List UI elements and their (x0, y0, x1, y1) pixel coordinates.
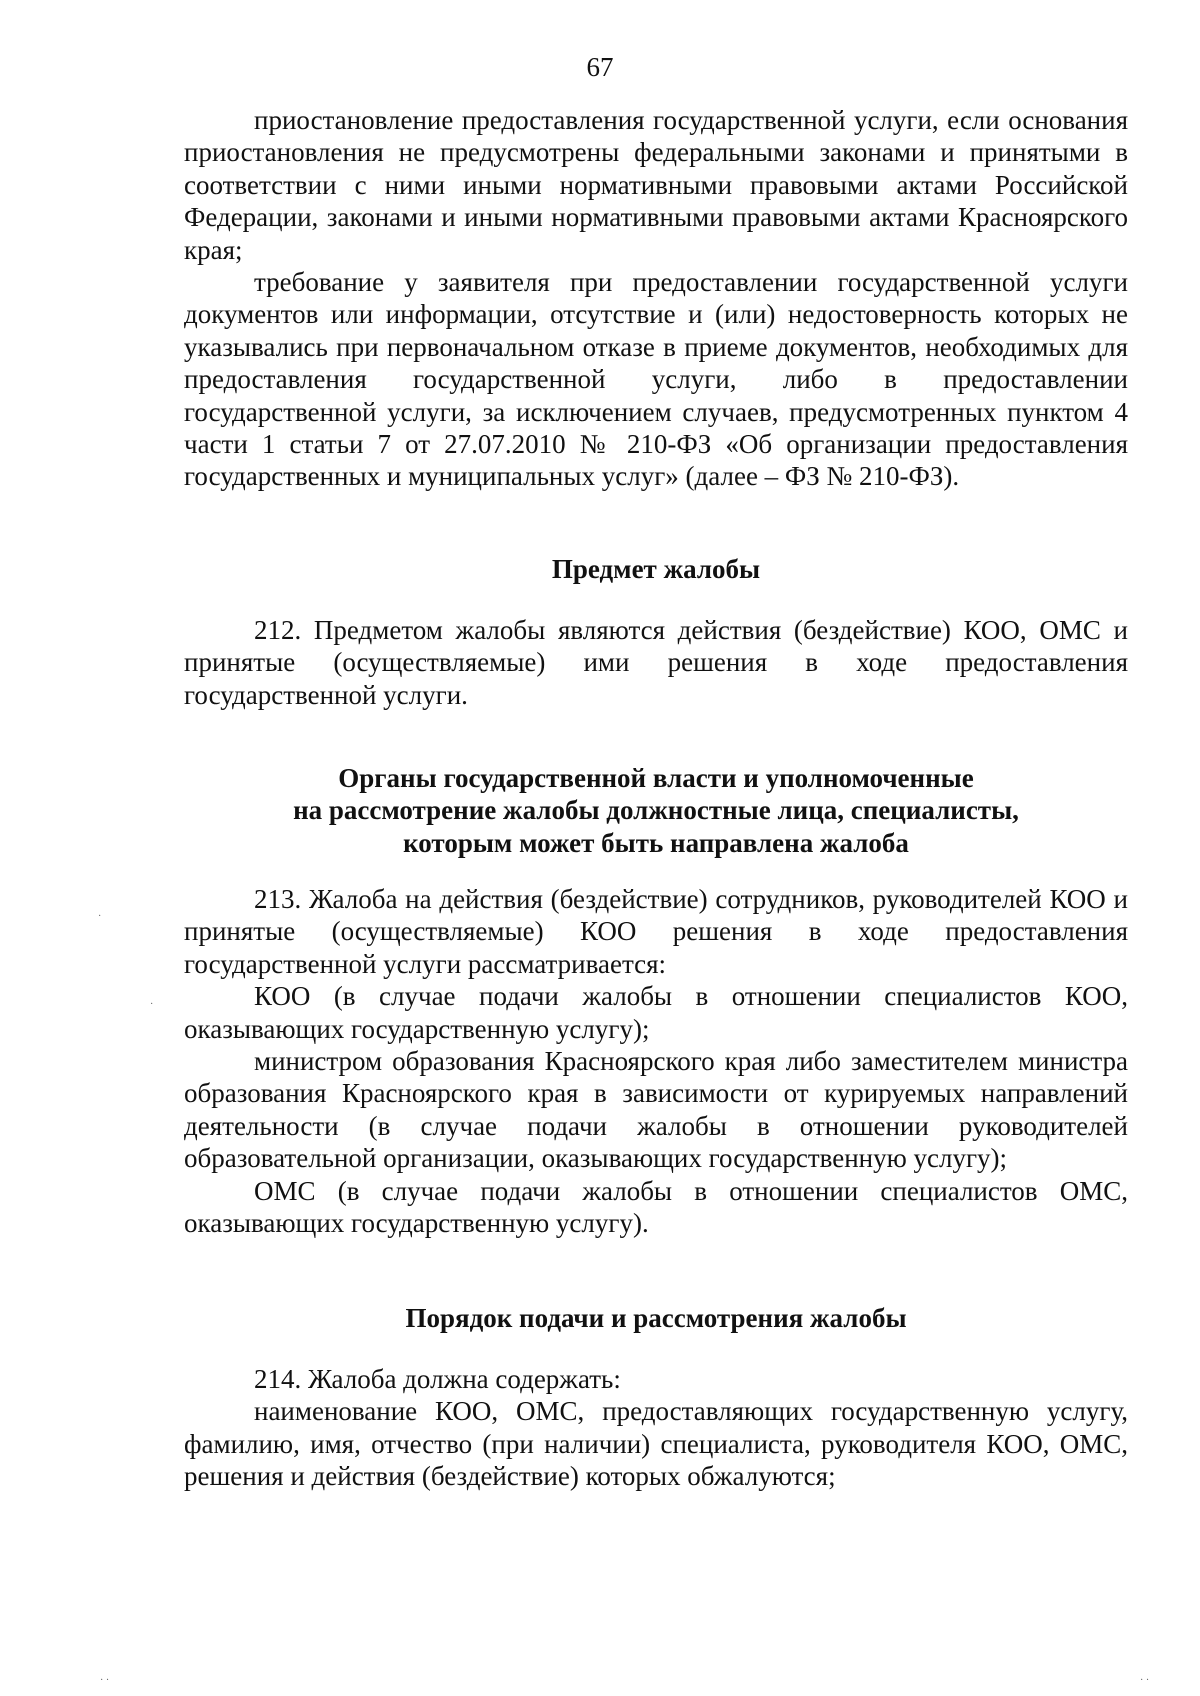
paragraph-212: 212. Предметом жалобы являются действия (бездействие) КОО, ОМС и принятые (осуществляемые) ими решения в ходе предоставления государственной услуги. (184, 615, 1128, 710)
scan-speck: · (98, 911, 102, 922)
text-block-2 (184, 614, 1128, 711)
scan-speck: · · (100, 1675, 110, 1686)
paragraph-name-requirement: наименование КОО, ОМС, предоставляющих государственную услугу, фамилию, имя, отчество (при наличии) специалиста, руководителя КОО, ОМС, решения и действия (бездействие) которых обжалуются; (184, 1396, 1128, 1492)
heading-authorities-line: на рассмотрение жалобы должностные лица, специалисты, (293, 795, 1019, 826)
text-block-4 (184, 1363, 1128, 1493)
scan-speck: · · (1140, 1675, 1150, 1686)
paragraph-suspension: приостановление предоставления государственной услуги, если основания приостановления не предусмотрены федеральными законами и принятыми в соответствии с ними иными нормативными правовыми актами Российской Федерации, законами и иными нормативными правовыми актами Красноярского края; (184, 105, 1128, 265)
text-block-3 (184, 883, 1128, 1239)
paragraph-213: 213. Жалоба на действия (бездействие) сотрудников, руководителей КОО и принятые (осуществляемые) КОО решения в ходе предоставления государственной услуги рассматривается: (184, 884, 1128, 979)
scan-speck: · (150, 999, 154, 1010)
heading-subject-of-complaint: Предмет жалобы (551, 554, 761, 584)
paragraph-koo: КОО (в случае подачи жалобы в отношении специалистов КОО, оказывающих государственную услугу); (184, 981, 1128, 1044)
paragraph-minister: министром образования Красноярского края либо заместителем министра образования Красноярского края в зависимости от курируемых направлений деятельности (в случае подачи жалобы в отношении руководителей образовательной организации, оказывающих государственную услугу); (184, 1046, 1128, 1174)
paragraph-document-requirement: требование у заявителя при предоставлении государственной услуги документов или информации, отсутствие и (или) недостоверность которых не указывались при первоначальном отказе в приеме документов, необходимых для предоставления государственной услуги, либо в предоставлении государственной услуги, за исключением случаев, предусмотренных пунктом 4 части 1 статьи 7 от 27.07.2010 № 210-ФЗ «Об организации предоставления государственных и муниципальных услуг» (далее – ФЗ № 210-ФЗ). (184, 267, 1128, 492)
paragraph-214: 214. Жалоба должна содержать: (254, 1364, 621, 1394)
paragraph-oms: ОМС (в случае подачи жалобы в отношении специалистов ОМС, оказывающих государственную услугу). (184, 1175, 1128, 1239)
heading-authorities (184, 762, 1128, 859)
heading-procedure: Порядок подачи и рассмотрения жалобы (405, 1303, 907, 1333)
heading-authorities-line: Органы государственной власти и уполномоченные (338, 763, 974, 793)
page-number: 67 (586, 52, 614, 82)
heading-authorities-line: которым может быть направлена жалоба (403, 827, 909, 858)
text-block-1 (184, 104, 1128, 493)
